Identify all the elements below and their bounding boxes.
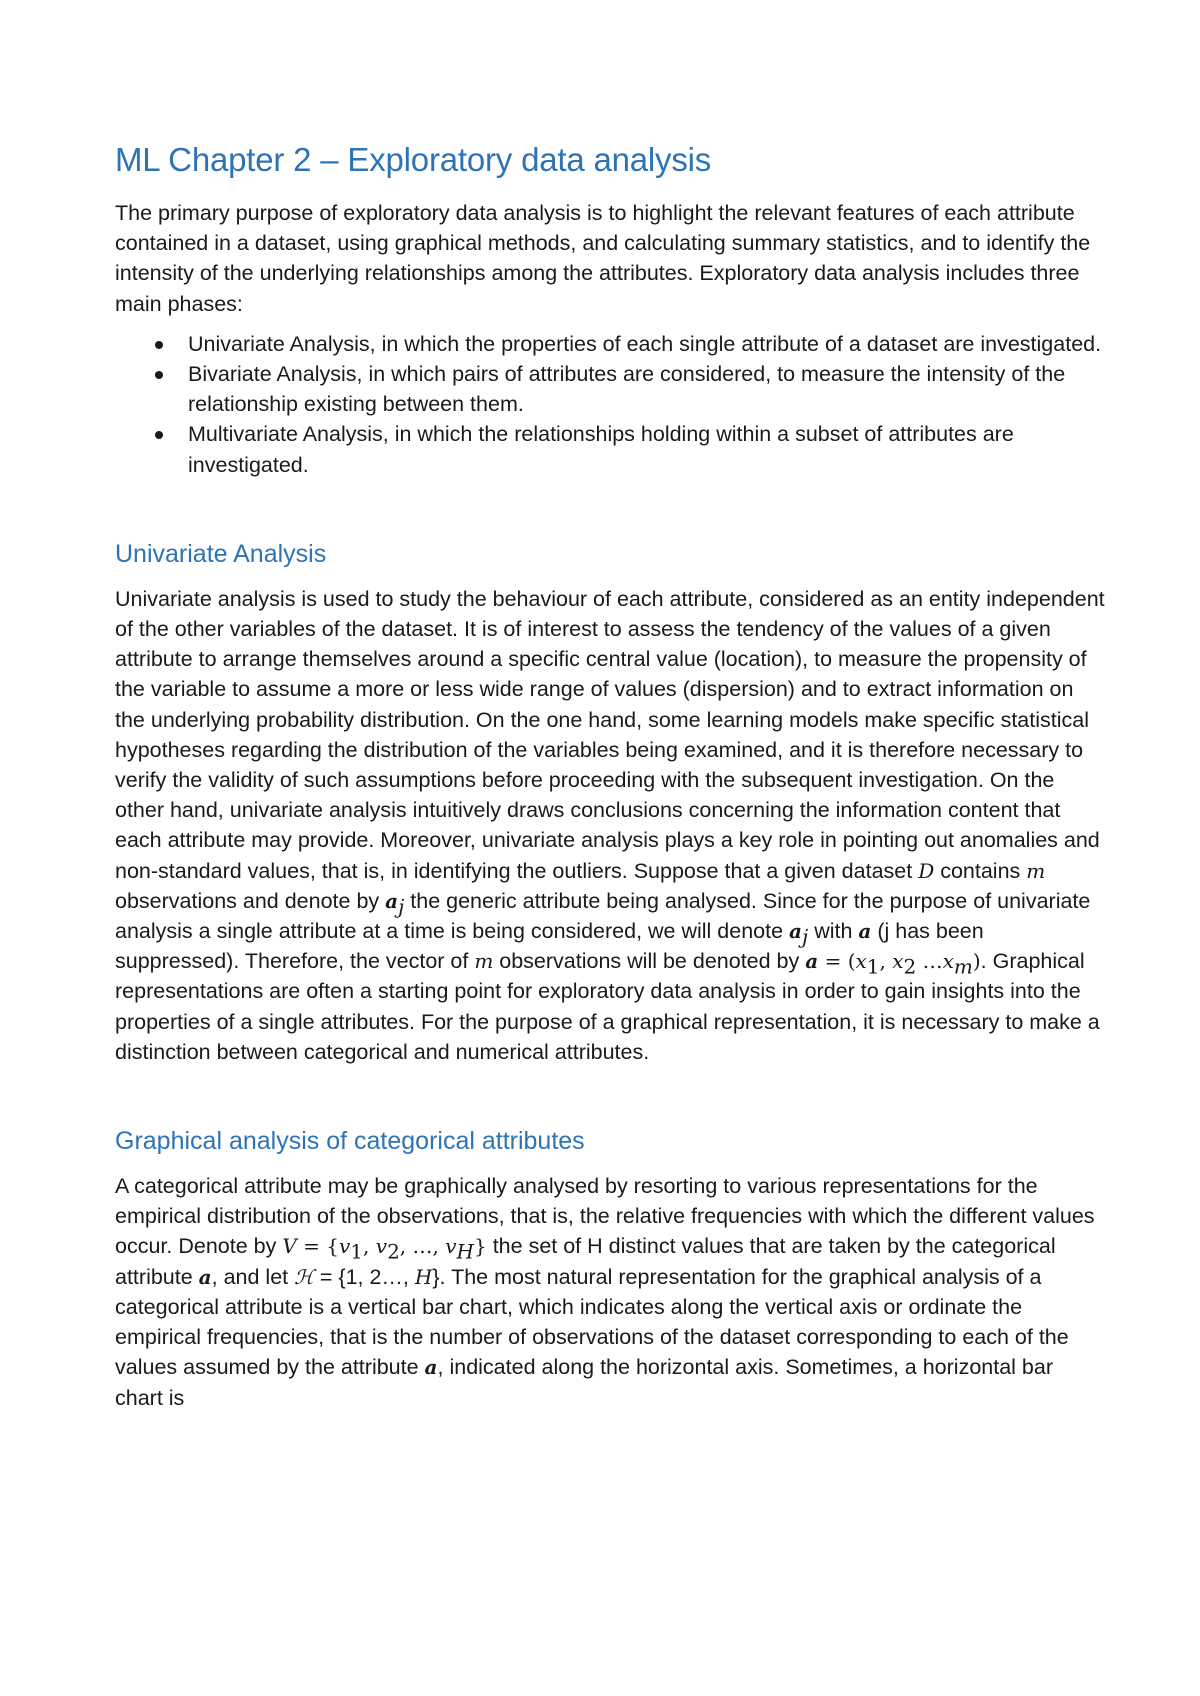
section-heading-univariate: Univariate Analysis (115, 539, 327, 568)
document-page (115, 140, 1105, 1413)
intro-paragraph: The primary purpose of exploratory data analysis is to highlight the relevant features of each attribute contained in a dataset, using graphical methods, and calculating summary statistics, and to identify the intensity of the underlying relationships among the attributes. Exploratory data analysis includes three main phases: (115, 201, 1091, 316)
list-item: Univariate Analysis, in which the properties of each single attribute of a dataset are investigated. (115, 329, 1105, 359)
page-title: ML Chapter 2 – Exploratory data analysis (115, 141, 712, 178)
bullet-icon (155, 371, 163, 379)
bullet-icon (155, 431, 163, 439)
list-item: Multivariate Analysis, in which the relationships holding within a subset of attributes are investigated. (115, 419, 1105, 479)
section-heading-categorical: Graphical analysis of categorical attributes (115, 1127, 585, 1156)
univariate-paragraph: Univariate analysis is used to study the behaviour of each attribute, considered as an entity independent of the other variables of the dataset. It is of interest to assess the tendency of the values of a given attribute to arrange themselves around a specific central value (location), to measure the propensity of the variable to assume a more or less wide range of values (dispersion) and to extract information on the underlying probability distribution. On the one hand, some learning models make specific statistical hypotheses regarding the distribution of the variables being examined, and it is therefore necessary to verify the validity of such assumptions before proceeding with the subsequent investigation. On the other hand, univariate analysis intuitively draws conclusions concerning the information content that each attribute may provide. Moreover, univariate analysis plays a key role in pointing out anomalies and non-standard values, that is, in identifying the outliers. Suppose that a given dataset D contains m observations and denote by $a_j$ the generic attribute being analysed. Since for the purpose of univariate analysis a single attribute at a time is being considered, we will denote $a_j$ with a (j has been suppressed). Therefore, the vector of m observations will be denoted by $a = (x_1$, $x_2$ $\dots x_m$). Graphical representations are often a starting point for exploratory data analysis in order to gain insights into the properties of a single attributes. For the purpose of a graphical representation, it is necessary to make a distinction between categorical and numerical attributes. (115, 586, 1105, 1064)
categorical-paragraph: A categorical attribute may be graphically analysed by resorting to various representations for the empirical distribution of the observations, that is, the relative frequencies with which the different values occur. Denote by $V = \{v_1$, $v_2$, …, $v_H$} the set of H distinct values that are taken by the categorical attribute a, and let ℋ = {1, 2…, H}. The most natural representation for the graphical analysis of a categorical attribute is a vertical bar chart, which indicates along the vertical axis or ordinate the empirical frequencies, that is the number of observations of the dataset corresponding to each of the values assumed by the attribute a, indicated along the horizontal axis. Sometimes, a horizontal bar chart is (115, 1174, 1095, 1410)
bullet-icon (155, 341, 163, 349)
phases-list (115, 329, 1105, 480)
list-item: Bivariate Analysis, in which pairs of attributes are considered, to measure the intensity of the relationship existing between them. (115, 359, 1105, 419)
